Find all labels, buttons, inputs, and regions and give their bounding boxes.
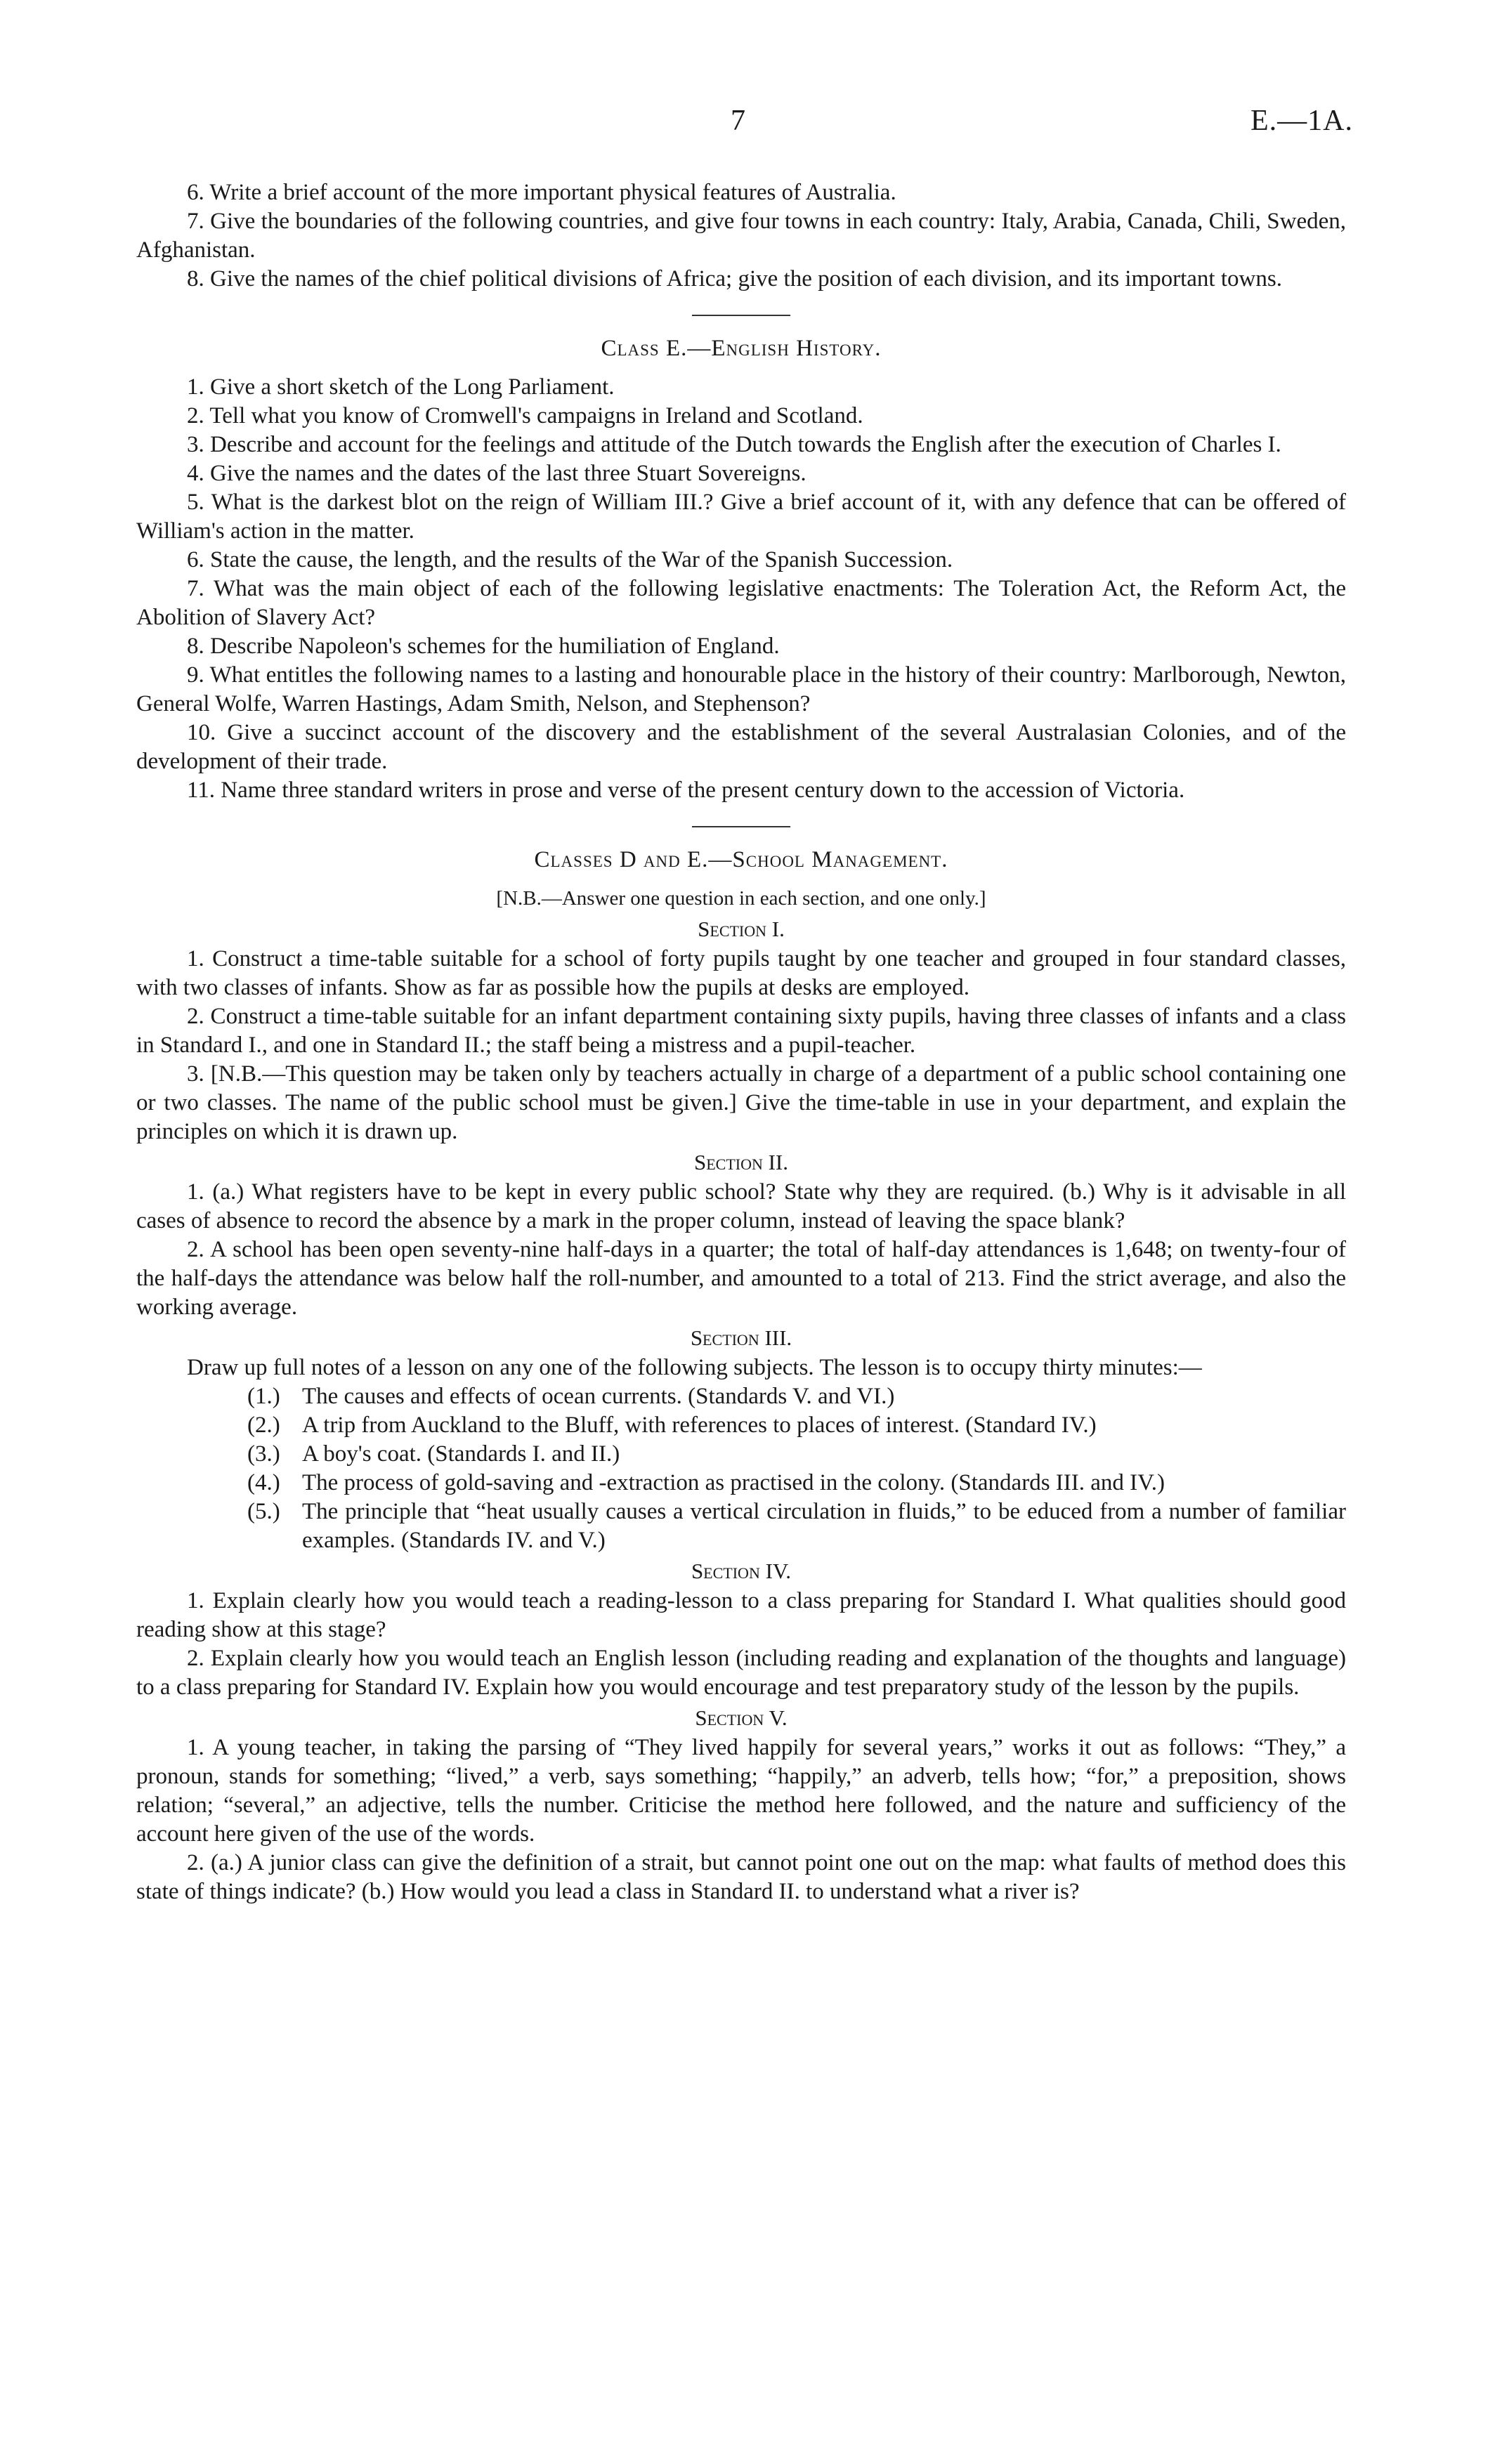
geography-question-6: 6. Write a brief account of the more important physical features of Australia. [187, 180, 896, 205]
history-question: 4. Give the names and the dates of the last three Stuart Sovereigns. [187, 461, 806, 486]
management-question: 1. Explain clearly how you would teach a reading-lesson to a class preparing for Standard I. What qualities should good reading show at this stage? [136, 1588, 1346, 1642]
history-question: 8. Describe Napoleon's schemes for the humiliation of England. [187, 634, 780, 659]
lesson-subject-number: (4.) [247, 1470, 280, 1495]
page-number: 7 [731, 105, 745, 137]
lesson-subject-number: (1.) [247, 1384, 280, 1409]
section-divider [692, 315, 790, 316]
management-question: 2. Construct a time-table suitable for an infant department containing sixty pupils, having three classes of infants and a class in Standard I., and one in Standard II.; the staff being a mistress and a pupil-teacher. [136, 1004, 1346, 1058]
history-question: 10. Give a succinct account of the discovery and the establishment of the several Australasian Colonies, and of the development of their trade. [136, 720, 1346, 774]
management-question: 3. [N.B.—This question may be taken only by teachers actually in charge of a department of a public school containing one or two classes. The name of the public school must be given.] Give the time-table in use in your department, and explain the principles on which it is drawn up. [136, 1061, 1346, 1144]
management-question: 2. (a.) A junior class can give the definition of a strait, but cannot point one out on the map: what faults of method does this state of things indicate? (b.) How would you lead a class in Standard II. to understand what a river is? [136, 1850, 1346, 1904]
instruction-note: [N.B.—Answer one question in each section, and one only.] [496, 887, 986, 910]
lesson-subject [247, 1469, 1346, 1498]
lesson-subject-number: (3.) [247, 1441, 280, 1467]
history-question: 1. Give a short sketch of the Long Parliament. [187, 374, 615, 400]
lesson-subject [247, 1440, 1346, 1469]
history-question: 6. State the cause, the length, and the results of the War of the Spanish Succession. [187, 547, 953, 572]
document-reference: E.—1A. [1250, 105, 1353, 137]
section-title: Section IV. [691, 1559, 792, 1583]
history-question: 3. Describe and account for the feelings and attitude of the Dutch towards the English after the execution of Charles I. [187, 432, 1281, 457]
page-body [136, 178, 1346, 1906]
lesson-intro: Draw up full notes of a lesson on any one of the following subjects. The lesson is to occupy thirty minutes:— [187, 1355, 1202, 1380]
history-question: 5. What is the darkest blot on the reign of William III.? Give a brief account of it, with any defence that can be offered of William's action in the matter. [136, 490, 1346, 544]
lesson-subject-number: (5.) [247, 1499, 280, 1524]
lesson-subject-text: The causes and effects of ocean currents. (Standards V. and VI.) [302, 1384, 895, 1409]
section-title: Section II. [693, 1150, 789, 1174]
management-question: 2. A school has been open seventy-nine half-days in a quarter; the total of half-day attendances is 1,648; on twenty-four of the half-days the attendance was below half the roll-number, and amounted to a total of 213. Find the strict average, and also the working average. [136, 1237, 1346, 1320]
section-title: Section I. [698, 917, 785, 941]
geography-question-8: 8. Give the names of the chief political divisions of Africa; give the position of each division, and its important towns. [187, 266, 1282, 291]
management-question: 1. Construct a time-table suitable for a school of forty pupils taught by one teacher and grouped in four standard classes, with two classes of infants. Show as far as possible how the pupils at desks are employed. [136, 946, 1346, 1000]
section-divider [692, 826, 790, 827]
lesson-subject-text: The process of gold-saving and -extraction as practised in the colony. (Standards III. and IV.) [302, 1470, 1165, 1495]
lesson-subject [247, 1411, 1346, 1440]
management-question: 1. (a.) What registers have to be kept in every public school? State why they are required. (b.) Why is it advisable in all cases of absence to record the absence by a mark in the proper column, instead of leaving the space blank? [136, 1179, 1346, 1233]
history-question: 7. What was the main object of each of the following legislative enactments: The Toleration Act, the Reform Act, the Abolition of Slavery Act? [136, 576, 1346, 630]
section-title: Section III. [690, 1325, 792, 1350]
lesson-subject-number: (2.) [247, 1413, 280, 1438]
management-question: 1. A young teacher, in taking the parsing of “They lived happily for several years,” works it out as follows: “They,” a pronoun, stands for something; “lived,” a verb, says something; “happily,” an adverb, tells how; “for,” a preposition, shows relation; “several,” an adjective, tells the number. Criticise the method here followed, and the nature and sufficiency of the account here given of the use of the words. [136, 1735, 1346, 1847]
english-history-heading: Class E.—English History. [601, 336, 882, 361]
lesson-subject [247, 1382, 1346, 1411]
lesson-subject [247, 1498, 1346, 1555]
history-question: 11. Name three standard writers in prose and verse of the present century down to the accession of Victoria. [187, 778, 1185, 803]
section-title: Section V. [695, 1705, 788, 1730]
geography-question-7: 7. Give the boundaries of the following countries, and give four towns in each country: Italy, Arabia, Canada, Chili, Sweden, Afghanistan. [136, 209, 1346, 263]
lesson-subject-text: The principle that “heat usually causes a vertical circulation in fluids,” to be educed from a number of familiar examples. (Standards IV. and V.) [302, 1499, 1346, 1553]
lesson-subject-text: A trip from Auckland to the Bluff, with references to places of interest. (Standard IV.) [302, 1413, 1097, 1438]
lesson-subject-text: A boy's coat. (Standards I. and II.) [302, 1441, 620, 1467]
history-question: 2. Tell what you know of Cromwell's campaigns in Ireland and Scotland. [187, 403, 863, 428]
school-management-heading: Classes D and E.—School Management. [534, 847, 948, 872]
management-question: 2. Explain clearly how you would teach an English lesson (including reading and explanation of the thoughts and language) to a class preparing for Standard IV. Explain how you would encourage and test preparatory study of the lesson by the pupils. [136, 1646, 1346, 1700]
history-question: 9. What entitles the following names to a lasting and honourable place in the history of their country: Marlborough, Newton, General Wolfe, Warren Hastings, Adam Smith, Nelson, and Stephenson? [136, 662, 1346, 716]
